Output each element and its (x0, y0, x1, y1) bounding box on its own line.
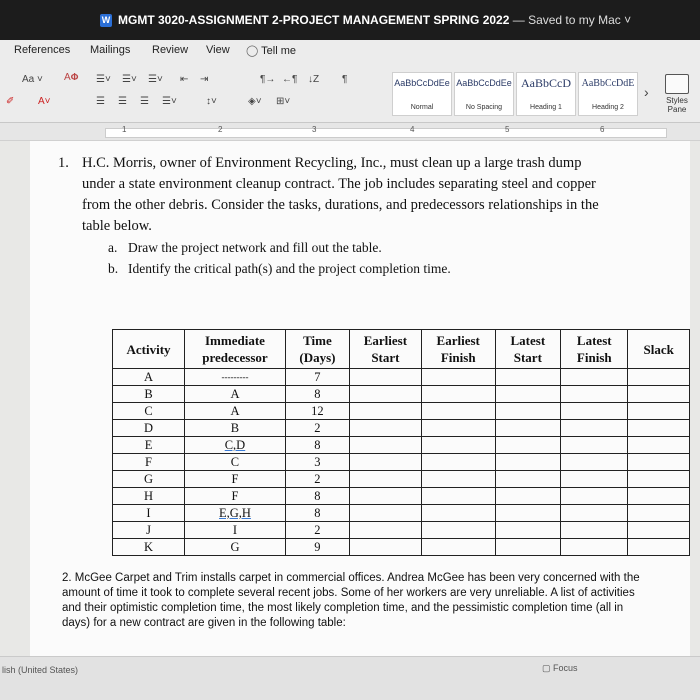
column-header-text: Latest (576, 333, 612, 348)
empty-cell[interactable] (495, 522, 561, 539)
activity-cell[interactable]: A (113, 369, 185, 386)
focus-button[interactable] (542, 663, 578, 674)
predecessor-cell[interactable]: G (185, 539, 286, 556)
empty-cell[interactable] (421, 471, 495, 488)
style-normal-sample: AaBbCcDdEe (394, 78, 450, 88)
empty-cell[interactable] (495, 539, 561, 556)
predecessor-cell[interactable]: --------- (185, 369, 286, 386)
column-header-text: Start (513, 350, 542, 365)
activity-cell[interactable]: G (113, 471, 185, 488)
table-row (113, 403, 690, 420)
tab-mailings[interactable]: Mailings (90, 44, 131, 56)
empty-cell[interactable] (421, 369, 495, 386)
empty-cell[interactable] (495, 369, 561, 386)
clear-formatting-icon[interactable]: A𝚽 (64, 72, 79, 83)
time-cell[interactable]: 12 (285, 403, 349, 420)
empty-cell[interactable] (349, 369, 421, 386)
style-no-spacing-name: No Spacing (465, 104, 503, 111)
question-1 (58, 153, 648, 279)
table-row (113, 386, 690, 403)
tab-view[interactable]: View (206, 44, 230, 56)
ruler-mark: 2 (218, 125, 223, 134)
table-row (113, 471, 690, 488)
predecessor-cell[interactable]: A (185, 386, 286, 403)
saved-status[interactable]: — Saved to my Mac ˅ (509, 13, 632, 27)
activity-cell[interactable]: B (113, 386, 185, 403)
column-header (185, 330, 286, 369)
style-no-spacing-sample: AaBbCcDdEe (456, 78, 512, 88)
empty-cell[interactable] (561, 420, 628, 437)
time-cell[interactable]: 8 (285, 386, 349, 403)
indent-icon[interactable]: ⇥ (200, 74, 209, 85)
subpart-text: Identify the critical path(s) and the project completion time. (128, 261, 451, 276)
horizontal-ruler[interactable] (0, 123, 700, 141)
empty-cell[interactable] (495, 437, 561, 454)
ruler-mark: 1 (122, 125, 127, 134)
empty-cell[interactable] (628, 471, 690, 488)
empty-cell[interactable] (349, 454, 421, 471)
activity-cell[interactable]: C (113, 403, 185, 420)
ruler-mark: 3 (312, 125, 317, 134)
tab-references[interactable]: References (14, 44, 71, 56)
focus-label: Focus (553, 663, 578, 673)
justify-icon[interactable]: ☰˅ (162, 96, 177, 107)
borders-icon[interactable]: ⊞˅ (276, 96, 291, 107)
multilevel-list-icon[interactable]: ☰˅ (148, 74, 163, 85)
activity-cell[interactable]: H (113, 488, 185, 505)
activity-cell[interactable]: F (113, 454, 185, 471)
empty-cell[interactable] (561, 454, 628, 471)
predecessor-cell[interactable]: C (185, 454, 286, 471)
time-cell[interactable]: 8 (285, 505, 349, 522)
time-cell[interactable]: 8 (285, 488, 349, 505)
empty-cell[interactable] (421, 522, 495, 539)
table-row (113, 420, 690, 437)
question-1-number: 1. (58, 155, 69, 171)
empty-cell[interactable] (561, 369, 628, 386)
predecessor-cell[interactable]: A (185, 403, 286, 420)
align-right-icon[interactable]: ☰ (140, 96, 149, 107)
empty-cell[interactable] (421, 420, 495, 437)
time-cell[interactable]: 9 (285, 539, 349, 556)
subpart-letter: a. (108, 240, 118, 255)
time-cell[interactable]: 2 (285, 471, 349, 488)
question-1-line: table below. (82, 218, 152, 234)
column-header (349, 330, 421, 369)
predecessor-cell[interactable]: I (185, 522, 286, 539)
line-spacing-icon[interactable]: ↕˅ (206, 96, 217, 107)
tell-me-search[interactable] (246, 44, 296, 57)
activity-cell[interactable]: D (113, 420, 185, 437)
align-left-icon[interactable]: ☰ (96, 96, 105, 107)
rtl-icon[interactable]: ←¶ (282, 74, 298, 85)
column-header (285, 330, 349, 369)
language-status[interactable]: lish (United States) (2, 665, 79, 675)
question-1-line: H.C. Morris, owner of Environment Recycling, Inc., must clean up a large trash dump (82, 155, 582, 171)
activity-cell[interactable]: K (113, 539, 185, 556)
column-header-text: Time (303, 333, 332, 348)
tell-me-label: Tell me (261, 45, 297, 57)
ribbon-tabs (0, 40, 700, 62)
column-header-text: Finish (576, 350, 612, 365)
empty-cell[interactable] (561, 539, 628, 556)
empty-cell[interactable] (628, 420, 690, 437)
lightbulb-icon: ◯ (246, 45, 259, 57)
column-header-text: Activity (126, 341, 171, 357)
empty-cell[interactable] (628, 522, 690, 539)
table-row (113, 369, 690, 386)
styles-pane-button[interactable] (662, 74, 692, 114)
predecessor-cell[interactable]: C,D (185, 437, 286, 454)
style-normal[interactable] (392, 72, 452, 116)
empty-cell[interactable] (628, 369, 690, 386)
empty-cell[interactable] (349, 522, 421, 539)
time-cell[interactable]: 3 (285, 454, 349, 471)
question-1-line: under a state environment cleanup contract. The job includes separating steel and copper (82, 176, 596, 192)
styles-pane-label: Styles Pane (666, 96, 688, 114)
empty-cell[interactable] (421, 505, 495, 522)
style-heading-1-name: Heading 1 (530, 104, 562, 111)
ruler-mark: 4 (410, 125, 415, 134)
time-cell[interactable]: 8 (285, 437, 349, 454)
column-header-text: Earliest (363, 333, 408, 348)
shading-icon[interactable]: ◈˅ (248, 96, 262, 107)
subpart-letter: b. (108, 261, 119, 276)
predecessor-cell[interactable]: B (185, 420, 286, 437)
column-header (113, 330, 185, 369)
styles-pane-icon (665, 74, 689, 94)
empty-cell[interactable] (495, 420, 561, 437)
more-styles-chevron-icon[interactable]: › (644, 84, 649, 100)
font-color-icon[interactable]: A˅ (38, 96, 51, 107)
empty-cell[interactable] (561, 522, 628, 539)
table-body (113, 369, 690, 556)
align-center-icon[interactable]: ☰ (118, 96, 127, 107)
column-header-text: (Days) (299, 350, 336, 365)
empty-cell[interactable] (495, 403, 561, 420)
style-heading-1-sample: AaBbCcD (521, 76, 571, 90)
style-heading-2-name: Heading 2 (592, 104, 624, 111)
empty-cell[interactable] (421, 539, 495, 556)
word-document-icon: W (101, 15, 111, 25)
empty-cell[interactable] (628, 437, 690, 454)
window-title (118, 13, 631, 27)
empty-cell[interactable] (628, 488, 690, 505)
empty-cell[interactable] (628, 505, 690, 522)
column-header (561, 330, 628, 369)
empty-cell[interactable] (561, 488, 628, 505)
time-cell[interactable]: 7 (285, 369, 349, 386)
empty-cell[interactable] (349, 471, 421, 488)
column-header-text: Earliest (436, 333, 480, 348)
numbering-icon[interactable]: ☰˅ (122, 74, 137, 85)
column-header-text: predecessor (202, 350, 268, 365)
question-2: 2. McGee Carpet and Trim installs carpet in commercial offices. Andrea McGee has been very concerned with the amount of time it took to complete several recent jobs. Some of her workers are very unreliable. A list of activities and their optimistic completion time, the most likely completion time, and the pessimistic completion time (all in days) for a new contract are given in the following table: (62, 572, 640, 629)
style-heading-2-sample: AaBbCcDdE (581, 78, 635, 89)
activity-cell[interactable]: E (113, 437, 185, 454)
empty-cell[interactable] (349, 386, 421, 403)
bullets-icon[interactable]: ☰˅ (96, 74, 111, 85)
status-bar (0, 656, 700, 700)
empty-cell[interactable] (421, 386, 495, 403)
table-row (113, 437, 690, 454)
predecessor-cell[interactable]: F (185, 488, 286, 505)
font-size-dropdown[interactable]: Aa ˅ (22, 74, 43, 85)
column-header (628, 330, 690, 369)
tab-review[interactable]: Review (152, 44, 189, 56)
empty-cell[interactable] (628, 539, 690, 556)
empty-cell[interactable] (495, 386, 561, 403)
column-header-text: Finish (440, 350, 476, 365)
focus-icon: ▢ (542, 663, 551, 673)
sort-icon[interactable]: ↓Z (308, 74, 320, 85)
highlight-icon[interactable]: ✐ (6, 96, 15, 107)
table-row (113, 505, 690, 522)
table-header-row (113, 330, 690, 369)
empty-cell[interactable] (495, 505, 561, 522)
table-row (113, 454, 690, 471)
empty-cell[interactable] (495, 454, 561, 471)
style-normal-name: Normal (410, 104, 434, 111)
subpart-text: Draw the project network and fill out the table. (128, 240, 382, 255)
column-header-text: Start (371, 350, 400, 365)
window-titlebar (0, 0, 700, 40)
document-title: MGMT 3020-ASSIGNMENT 2-PROJECT MANAGEMENT SPRING 2022 (118, 13, 510, 27)
style-heading-1[interactable] (516, 72, 576, 116)
empty-cell[interactable] (421, 488, 495, 505)
table-row (113, 522, 690, 539)
outdent-icon[interactable]: ⇤ (180, 74, 189, 85)
empty-cell[interactable] (421, 403, 495, 420)
table-row (113, 539, 690, 556)
subpart-b (108, 258, 648, 279)
column-header (495, 330, 561, 369)
style-no-spacing[interactable] (454, 72, 514, 116)
empty-cell[interactable] (349, 505, 421, 522)
empty-cell[interactable] (349, 488, 421, 505)
time-cell[interactable]: 2 (285, 420, 349, 437)
empty-cell[interactable] (349, 539, 421, 556)
empty-cell[interactable] (421, 437, 495, 454)
empty-cell[interactable] (495, 488, 561, 505)
predecessor-cell[interactable]: F (185, 471, 286, 488)
document-page[interactable] (30, 141, 690, 656)
style-heading-2[interactable] (578, 72, 638, 116)
ruler-mark: 5 (505, 125, 510, 134)
empty-cell[interactable] (349, 420, 421, 437)
empty-cell[interactable] (495, 471, 561, 488)
empty-cell[interactable] (561, 403, 628, 420)
empty-cell[interactable] (561, 386, 628, 403)
activity-table (112, 329, 690, 556)
column-header-text: Slack (643, 341, 674, 357)
predecessor-cell[interactable]: E,G,H (185, 505, 286, 522)
empty-cell[interactable] (561, 437, 628, 454)
ruler-mark: 6 (600, 125, 605, 134)
column-header (421, 330, 495, 369)
empty-cell[interactable] (628, 386, 690, 403)
activity-cell[interactable]: I (113, 505, 185, 522)
subpart-a (108, 237, 648, 258)
empty-cell[interactable] (561, 471, 628, 488)
column-header-text: Latest (510, 333, 546, 348)
time-cell[interactable]: 2 (285, 522, 349, 539)
empty-cell[interactable] (349, 403, 421, 420)
show-formatting-icon[interactable]: ¶ (342, 74, 348, 85)
empty-cell[interactable] (349, 437, 421, 454)
ltr-icon[interactable]: ¶→ (260, 74, 276, 85)
empty-cell[interactable] (628, 454, 690, 471)
empty-cell[interactable] (561, 505, 628, 522)
ribbon-toolbar (0, 62, 700, 123)
question-1-line: from the other debris. Consider the tasks, durations, and predecessors relationships in the (82, 197, 599, 213)
table-row (113, 488, 690, 505)
ruler-bar (105, 128, 667, 138)
column-header-text: Immediate (205, 333, 265, 348)
empty-cell[interactable] (421, 454, 495, 471)
empty-cell[interactable] (628, 403, 690, 420)
activity-cell[interactable]: J (113, 522, 185, 539)
